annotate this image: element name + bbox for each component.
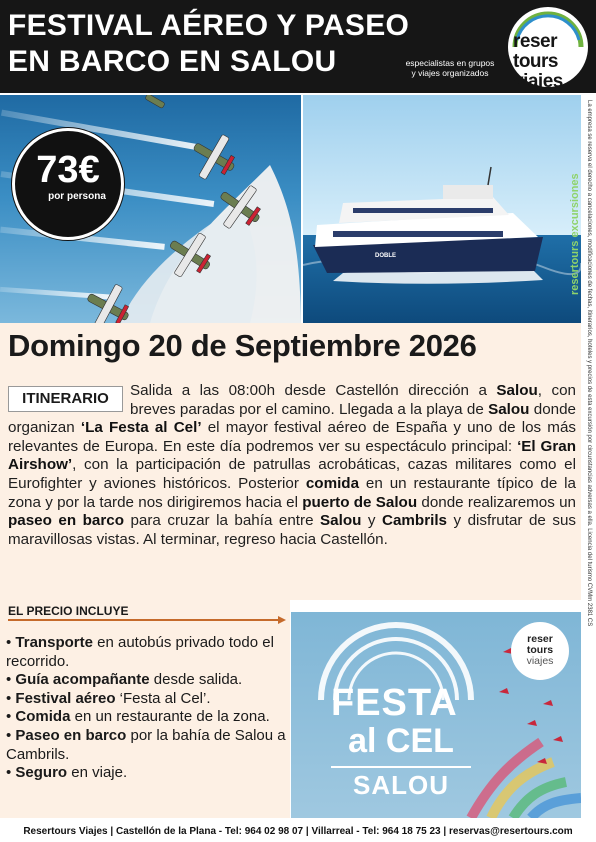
includes-label: EL PRECIO INCLUYE (8, 604, 129, 618)
itin-p5: , con la participación de patrullas acrobáticas, cazas militares como el Eurofighter y aviones históricos. Posterior (8, 456, 576, 492)
date-bar (0, 323, 581, 378)
logo-line-2: tours (513, 51, 558, 72)
includes-divider (8, 619, 280, 621)
festa-title-line-1: FESTA (331, 682, 458, 724)
itin-b1: Salou (496, 382, 538, 399)
item-bold: Seguro (15, 764, 68, 782)
itin-p6: en un restaurante típico de la zona y por la tarde nos dirigiremos hacia el (8, 474, 576, 511)
event-date: Domingo 20 de Septiembre 2026 (8, 328, 477, 363)
title-line-1: FESTIVAL AÉREO Y PASEO (8, 9, 410, 42)
list-item: • Comida en un restaurante de la zona. (6, 708, 270, 726)
item-bold: Paseo en barco (15, 726, 127, 744)
itin-p9: y (361, 512, 382, 530)
itin-b9: Cambrils (382, 512, 447, 530)
list-item: • Festival aéreo ‘Festa al Cel’. (6, 689, 211, 707)
list-item: • Paseo en barco por la bahía de Salou a Cambrils. (6, 726, 286, 763)
mini-logo-line-1: reser (527, 633, 553, 645)
tagline-line-2: y viajes organizados (411, 68, 489, 78)
item-bold: Festival aéreo (15, 689, 116, 707)
title-line-2: EN BARCO EN SALOU (8, 45, 337, 78)
item-text: desde salida. (149, 671, 243, 689)
logo-line-1: reser (513, 31, 557, 52)
festa-title-line-2: al CEL (348, 722, 454, 760)
svg-text:DOBLE: DOBLE (375, 253, 396, 259)
resertours-mini-logo (511, 622, 569, 680)
price-badge (12, 128, 124, 240)
boat-photo (303, 95, 581, 323)
header-banner (0, 0, 596, 93)
item-text: en un restaurante de la zona. (70, 708, 270, 726)
item-text: por la bahía de Salou a Cambrils. (6, 726, 286, 763)
list-item: • Guía acompañante desde salida. (6, 671, 243, 689)
mini-logo-line-3: viajes (526, 655, 554, 667)
itin-p8: para cruzar la bahía entre (123, 512, 321, 530)
logo-line-3: viajes (513, 71, 563, 92)
mini-logo-text (515, 634, 565, 667)
logo-text (513, 32, 563, 92)
item-text: en autobús privado todo el recorrido. (6, 634, 274, 670)
footer-contact: Resertours Viajes | Castellón de la Plana - Tel: 964 02 98 07 | Villarreal - Tel: 964 18 75 23 | reservas@resertours.com (23, 826, 573, 837)
itin-p4: el mayor festival aéreo de España y uno de los más relevantes de Europa. En este día podremos ver su espectáculo principal: (8, 419, 576, 455)
list-item: • Seguro en viaje. (6, 764, 128, 782)
watermark-text: resertours excursiones (569, 173, 581, 295)
itinerary-label: ITINERARIO (8, 386, 123, 412)
mini-logo-line-2: tours (526, 644, 554, 656)
price-value: 73€ (36, 149, 100, 191)
item-bold: Transporte (15, 634, 93, 651)
airshow-photo (0, 95, 301, 323)
resertours-logo (505, 4, 591, 90)
itin-p3: donde organizan (8, 400, 577, 437)
itin-b2: Salou (488, 400, 530, 418)
item-text: en viaje. (67, 764, 128, 782)
festa-city: SALOU (331, 766, 471, 801)
item-bold: Comida (15, 708, 71, 726)
includes-list (6, 634, 288, 783)
itin-b5: comida (305, 474, 360, 492)
list-item: • Transporte en autobús privado todo el recorrido. (6, 634, 274, 670)
item-bold: Guía acompañante (15, 671, 150, 689)
itin-p10: y disfrutar de sus maravillosas vistas. Al terminar, regreso hacia Castellón. (8, 512, 576, 548)
page-title (8, 8, 409, 80)
legal-text: La empresa se reserva el derecho a cancelaciones, modificaciones de fechas, itinerarios, hoteles y precios de esta excursión por circunstancias adversas a ella. Licencia del turismo CVMm 2381 CS (586, 100, 592, 627)
legal-notice (584, 100, 594, 680)
price-unit: por persona (48, 191, 106, 202)
itin-b8: Salou (320, 512, 362, 530)
tagline-line-1: especialistas en grupos (405, 58, 495, 68)
item-text: ‘Festa al Cel’. (115, 689, 211, 707)
itin-b3: ‘La Festa al Cel’ (80, 419, 202, 437)
itin-b6: puerto de Salou (302, 493, 418, 511)
itin-p2: , con breves paradas por el camino. Llegada a la playa de (130, 382, 576, 418)
itin-p1: Salida a las 08:00h desde Castellón dirección a (130, 382, 497, 399)
itin-b7: paseo en barco (8, 512, 124, 530)
boat-watermark (569, 145, 579, 305)
itin-b4: ‘El Gran Airshow’ (8, 437, 576, 474)
boat-illustration (303, 95, 581, 323)
tagline (400, 58, 500, 78)
itin-p7: donde realizaremos un (417, 493, 576, 511)
